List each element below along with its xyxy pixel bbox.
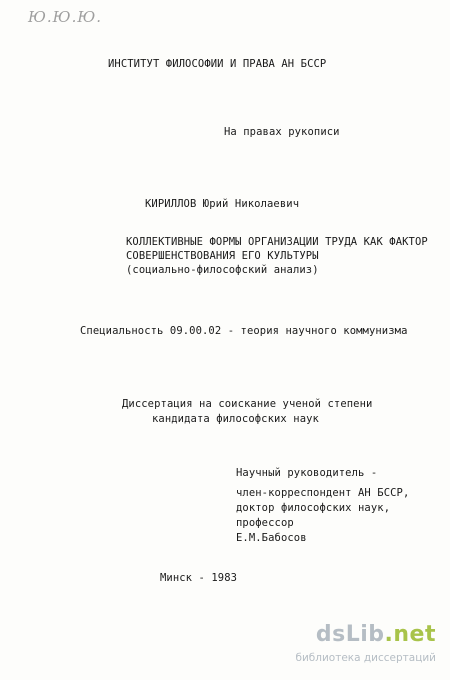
institute-heading: ИНСТИТУТ ФИЛОСОФИИ И ПРАВА АН БССР <box>108 58 327 70</box>
title-subtitle: (социально-философский анализ) <box>126 264 319 276</box>
supervisor-line: профессор <box>236 517 294 529</box>
author-name: КИРИЛЛОВ Юрий Николаевич <box>145 198 300 210</box>
degree-line: Диссертация на соискание ученой степени <box>122 398 373 410</box>
supervisor-line: Научный руководитель - <box>236 467 378 479</box>
watermark-subtitle: библиотека диссертаций <box>295 652 436 664</box>
degree-line: кандидата философских наук <box>152 413 319 425</box>
manuscript-rights-note: На правах рукописи <box>224 126 340 138</box>
place-year: Минск - 1983 <box>160 572 238 584</box>
watermark-logo-tld: .net <box>384 622 436 647</box>
supervisor-line: член-корреспондент АН БССР, <box>236 487 410 499</box>
specialty-line: Специальность 09.00.02 - теория научного коммунизма <box>80 325 408 337</box>
watermark-logo <box>316 622 436 647</box>
title-line: КОЛЛЕКТИВНЫЕ ФОРМЫ ОРГАНИЗАЦИИ ТРУДА КАК ФАКТОР <box>126 236 428 248</box>
title-line: СОВЕРШЕНСТВОВАНИЯ ЕГО КУЛЬТУРЫ <box>126 250 319 262</box>
supervisor-line: Е.М.Бабосов <box>236 532 307 544</box>
watermark-logo-main: dsLib <box>315 622 385 647</box>
watermark <box>256 622 436 672</box>
supervisor-line: доктор философских наук, <box>236 502 391 514</box>
handwritten-note: Ю.Ю.Ю. <box>28 8 103 26</box>
